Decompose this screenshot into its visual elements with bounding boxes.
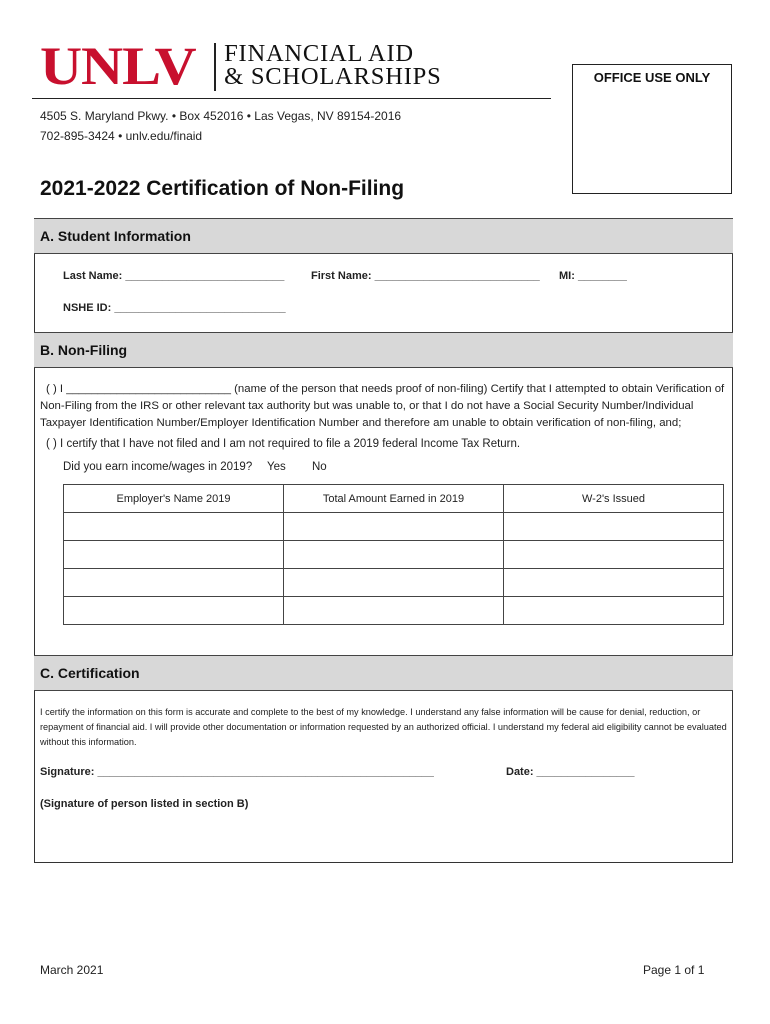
income-yes-option[interactable]: Yes (267, 461, 286, 473)
income-question: Did you earn income/wages in 2019? (63, 461, 253, 473)
section-b-heading: B. Non-Filing (34, 332, 733, 368)
employer-name-cell[interactable] (64, 513, 284, 541)
w2-issued-header: W-2's Issued (504, 485, 724, 513)
address-line-1: 4505 S. Maryland Pkwy. • Box 452016 • Las Vegas, NV 89154-2016 (40, 109, 402, 123)
mi-field[interactable]: MI: ________ (559, 270, 627, 282)
logo-line-1: FINANCIAL AID (224, 40, 414, 67)
table-row (64, 597, 724, 625)
logo-wordmark (224, 42, 441, 88)
total-earned-cell[interactable] (284, 597, 504, 625)
address-line-2: 702-895-3424 • unlv.edu/finaid (40, 129, 203, 143)
employer-name-cell[interactable] (64, 541, 284, 569)
w2-issued-cell[interactable] (504, 569, 724, 597)
employer-name-cell[interactable] (64, 597, 284, 625)
not-required-to-file-statement: ( ) I certify that I have not filed and I am not required to file a 2019 federal Income Tax Return. (46, 438, 521, 450)
header-divider (32, 98, 551, 99)
total-earned-header: Total Amount Earned in 2019 (284, 485, 504, 513)
page-title: 2021-2022 Certification of Non-Filing (40, 177, 405, 200)
first-name-field[interactable]: First Name: ___________________________ (311, 270, 540, 282)
nshe-id-field[interactable]: NSHE ID: ____________________________ (63, 302, 286, 314)
unlv-logo (40, 36, 442, 96)
signature-field[interactable]: Signature: _______________________________________________________ (40, 766, 434, 778)
last-name-field[interactable]: Last Name: __________________________ (63, 270, 285, 282)
employer-table (63, 484, 724, 625)
footer-date: March 2021 (40, 963, 104, 977)
non-filing-attestation: ( ) I __________________________ (name of the person that needs proof of non-filing) Certify that I attempted to obtain Verification of Non-Filing from the IRS or other relevant tax authority but was unable to, or that I do not have a Social Security Number/Individual Taxpayer Identification Number/Employer Identification Number and therefore am unable to obtain verification of non-filing, and; (40, 383, 725, 429)
table-header-row (64, 485, 724, 513)
office-use-label: OFFICE USE ONLY (593, 70, 711, 85)
logo-mark: UNLV (40, 36, 196, 96)
page-number: Page 1 of 1 (643, 963, 705, 977)
income-no-option[interactable]: No (312, 461, 327, 473)
table-row (64, 569, 724, 597)
w2-issued-cell[interactable] (504, 513, 724, 541)
logo-separator (214, 43, 216, 91)
employer-name-cell[interactable] (64, 569, 284, 597)
w2-issued-cell[interactable] (504, 541, 724, 569)
section-a-heading: A. Student Information (34, 218, 733, 254)
certification-statement: I certify the information on this form is accurate and complete to the best of my knowledge. I understand any false information will be cause for denial, reduction, or repayment of financial aid. I will provide other documentation or information requested by an authorized official. I understand my federal aid eligibility cannot be evaluated without this information. (40, 707, 727, 747)
date-field[interactable]: Date: ________________ (506, 766, 635, 778)
total-earned-cell[interactable] (284, 513, 504, 541)
table-row (64, 541, 724, 569)
section-c-heading: C. Certification (34, 655, 733, 691)
table-row (64, 513, 724, 541)
w2-issued-cell[interactable] (504, 597, 724, 625)
logo-line-2: & SCHOLARSHIPS (224, 63, 442, 90)
total-earned-cell[interactable] (284, 569, 504, 597)
signature-note: (Signature of person listed in section B) (40, 798, 249, 810)
total-earned-cell[interactable] (284, 541, 504, 569)
office-use-box (572, 64, 732, 194)
employer-name-header: Employer's Name 2019 (64, 485, 284, 513)
